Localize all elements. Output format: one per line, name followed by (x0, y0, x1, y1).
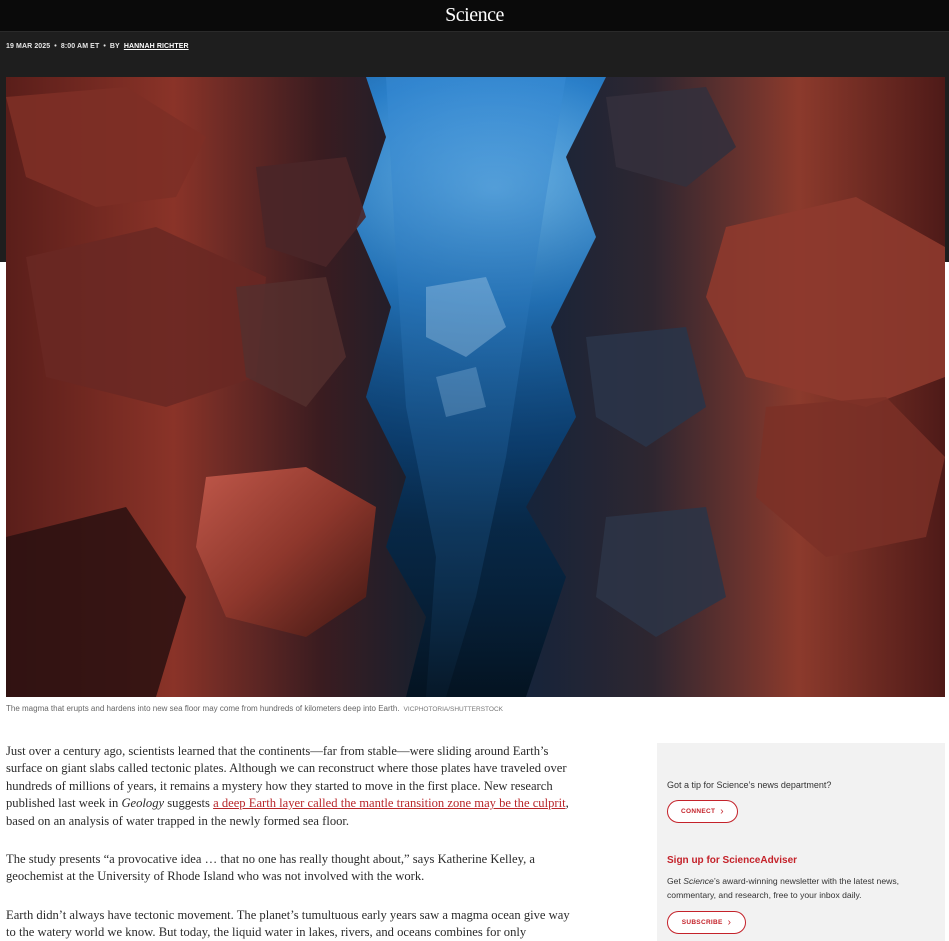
caption-text: The magma that erupts and hardens into new sea floor may come from hundreds of kilometers deep into Earth. (6, 704, 400, 713)
tip-prompt: Got a tip for Science’s news department? (667, 780, 832, 790)
paragraph (6, 743, 578, 830)
article-body (6, 743, 578, 941)
publish-date: 19 MAR 2025 (6, 43, 51, 50)
signup-heading: Sign up for ScienceAdviser (667, 855, 798, 866)
paragraph-text: Just over a century ago, scientists learned that the continents—far from stable—were sliding around Earth’s surface on giant slabs called tectonic plates. Although we can reconstruct where those plates have traveled over hundreds of millions of years, it remains a mystery how they started to move in the first place. New research published last week in (6, 744, 567, 811)
paragraph-text: suggests (164, 796, 214, 811)
publish-time: 8:00 AM ET (60, 43, 100, 50)
mantle-transition-link[interactable]: a deep Earth layer called the mantle transition zone may be the culprit (213, 796, 566, 811)
paragraph-text: , based on an analysis of water trapped in the newly formed sea floor. (6, 796, 569, 828)
chevron-right-icon: › (720, 805, 724, 817)
newsletter-sidebar (657, 743, 945, 941)
author-link[interactable]: HANNAH RICHTER (123, 43, 189, 50)
science-logo[interactable]: Science (445, 4, 504, 26)
byline (6, 43, 189, 50)
paragraph: Earth didn’t always have tectonic movement. The planet’s tumultuous early years saw a magma ocean give way to the watery world we know. But today, the liquid water in lakes, rivers, and oceans combines for only (6, 907, 570, 940)
byline-separator: • (54, 43, 57, 50)
journal-name: Geology (121, 796, 165, 811)
byline-separator: • (103, 43, 106, 50)
image-caption (6, 704, 906, 713)
photo-credit: VICPHOTORIA/SHUTTERSTOCK (403, 706, 503, 713)
connect-label: CONNECT (681, 808, 716, 815)
chevron-right-icon: › (727, 916, 732, 928)
hero-photo-canvyon (6, 77, 945, 697)
description-em: Science (683, 876, 714, 886)
site-header (0, 0, 949, 32)
connect-button[interactable] (667, 800, 738, 823)
hero-image (6, 77, 945, 697)
paragraph: The study presents “a provocative idea … that no one has really thought about,” says Katherine Kelley, a geochemist at the University of Rhode Island who was not involved with the work. (6, 852, 535, 884)
subscribe-label: SUBSCRIBE (681, 919, 723, 926)
by-label: BY (109, 43, 120, 50)
signup-description (667, 874, 937, 902)
description-text: Get (667, 876, 684, 886)
subscribe-button[interactable] (667, 911, 746, 934)
description-text: ’s award-winning newsletter with the latest news, commentary, and research, free to your inbox daily. (667, 876, 900, 900)
